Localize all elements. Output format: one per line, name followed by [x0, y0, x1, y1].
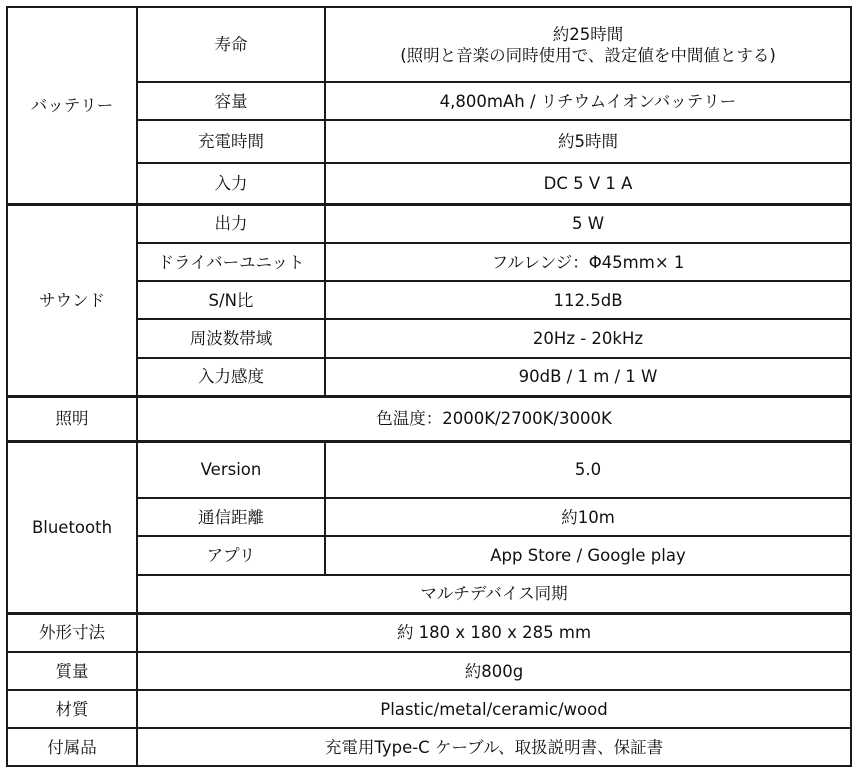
table-row [7, 441, 851, 498]
row-key: 入力感度 [137, 358, 325, 396]
section-label-accessories: 付属品 [7, 728, 137, 766]
row-value: フルレンジ：Φ45mm× 1 [325, 243, 851, 281]
row-key: 周波数帯域 [137, 319, 325, 358]
table-row [7, 728, 851, 766]
section-label-dimensions: 外形寸法 [7, 613, 137, 652]
table-row [7, 613, 851, 652]
row-key: ドライバーユニット [137, 243, 325, 281]
row-value: 5 W [325, 204, 851, 243]
row-value: 約800g [137, 652, 851, 690]
row-value: Plastic/metal/ceramic/wood [137, 690, 851, 728]
row-key: 出力 [137, 204, 325, 243]
row-key: S/N比 [137, 281, 325, 319]
row-key: Version [137, 441, 325, 498]
row-value: 約10m [325, 498, 851, 536]
table-row [7, 204, 851, 243]
table-row [7, 396, 851, 441]
row-value: 20Hz - 20kHz [325, 319, 851, 358]
table-row [7, 7, 851, 82]
section-label-battery: バッテリー [7, 7, 137, 204]
table-row [7, 690, 851, 728]
section-label-material: 材質 [7, 690, 137, 728]
row-value: 充電用Type-C ケーブル、取扱説明書、保証書 [137, 728, 851, 766]
row-value: 5.0 [325, 441, 851, 498]
value-line: 約25時間 [552, 24, 624, 44]
section-label-bluetooth: Bluetooth [7, 441, 137, 613]
row-value [325, 7, 851, 82]
row-key: アプリ [137, 536, 325, 575]
row-value: 4,800mAh / リチウムイオンバッテリー [325, 82, 851, 120]
row-value: App Store / Google play [325, 536, 851, 575]
table-row [7, 652, 851, 690]
row-value: 112.5dB [325, 281, 851, 319]
row-value: マルチデバイス同期 [137, 575, 851, 613]
value-note: (照明と音楽の同時使用で、設定値を中間値とする) [400, 45, 776, 65]
row-key: 寿命 [137, 7, 325, 82]
row-value: 90dB / 1 m / 1 W [325, 358, 851, 396]
row-key: 通信距離 [137, 498, 325, 536]
row-key: 容量 [137, 82, 325, 120]
row-key: 充電時間 [137, 120, 325, 163]
row-key: 入力 [137, 163, 325, 204]
row-value: 約 180 x 180 x 285 mm [137, 613, 851, 652]
section-label-lighting: 照明 [7, 396, 137, 441]
spec-table [6, 6, 852, 767]
row-value: 約5時間 [325, 120, 851, 163]
section-label-weight: 質量 [7, 652, 137, 690]
row-value: 色温度：2000K/2700K/3000K [137, 396, 851, 441]
row-value: DC 5 V 1 A [325, 163, 851, 204]
section-label-sound: サウンド [7, 204, 137, 396]
